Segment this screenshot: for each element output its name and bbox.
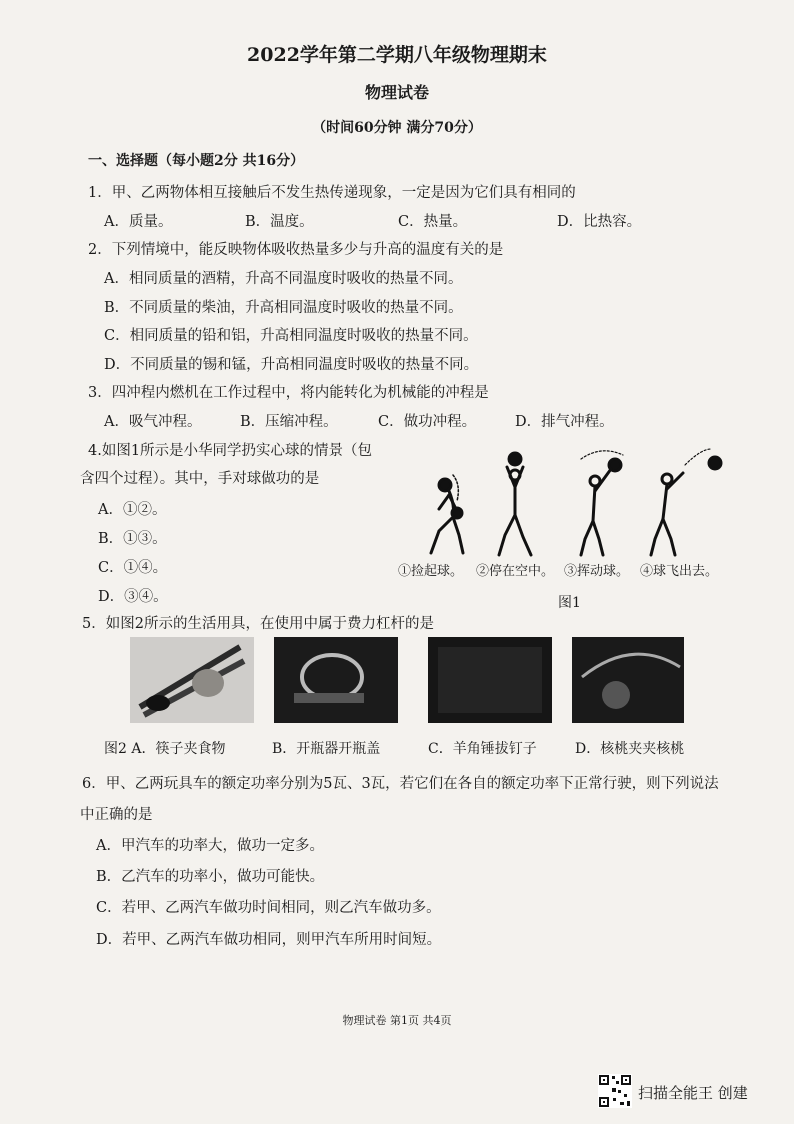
figure-1-label-3: ③挥动球。 [564, 564, 630, 579]
photo-chopsticks [130, 637, 254, 723]
figure-2-caption-d: D．核桃夹夹核桃 [575, 741, 685, 757]
question-2-option-a: A．相同质量的酒精，升高不同温度时吸收的热量不同。 [104, 271, 463, 287]
stick-figure-hold [499, 453, 531, 555]
question-3-option-d: D．排气冲程。 [515, 414, 614, 430]
figure-2-caption-c: C．羊角锤拔钉子 [428, 741, 537, 757]
question-6-stem-line1: 6．甲、乙两玩具车的额定功率分别为5瓦、3瓦，若它们在各自的额定功率下正常行驶，则下列说法 [82, 776, 719, 792]
question-2-option-d: D．不同质量的锡和锰，升高相同温度时吸收的热量不同。 [104, 357, 479, 373]
watermark-text: 扫描全能王 创建 [638, 1084, 748, 1102]
exam-subtitle: 物理试卷 [364, 83, 429, 102]
figure-1-label-2: ②停在空中。 [476, 564, 555, 579]
question-2-option-b: B．不同质量的柴油，升高相同温度时吸收的热量不同。 [104, 300, 463, 316]
figure-1-throwing-illustration [405, 445, 735, 565]
stick-figure-swing [581, 451, 623, 555]
figure-1-label-4: ④球飞出去。 [640, 564, 719, 579]
stick-figure-pickup [431, 475, 463, 553]
figure-2-caption-b: B．开瓶器开瓶盖 [272, 741, 381, 757]
photo-claw-hammer [428, 637, 552, 723]
question-1-option-c: C．热量。 [398, 214, 468, 230]
question-2-stem: 2．下列情境中，能反映物体吸收热量多少与升高的温度有关的是 [88, 242, 504, 258]
question-1-option-b: B．温度。 [245, 214, 314, 230]
question-6-option-a: A．甲汽车的功率大，做功一定多。 [96, 838, 324, 854]
question-2-option-c: C．相同质量的铅和铝，升高相同温度时吸收的热量不同。 [104, 328, 478, 344]
question-1-stem: 1．甲、乙两物体相互接触后不发生热传递现象，一定是因为它们具有相同的 [88, 185, 576, 201]
question-3-option-a: A．吸气冲程。 [104, 414, 202, 430]
question-3-option-b: B．压缩冲程。 [240, 414, 338, 430]
question-6-stem-line2: 中正确的是 [80, 807, 153, 823]
question-3-option-c: C．做功冲程。 [378, 414, 477, 430]
question-5-stem: 5．如图2所示的生活用具，在使用中属于费力杠杆的是 [82, 616, 434, 632]
question-1-option-a: A．质量。 [104, 214, 173, 230]
exam-time-note: （时间60分钟 满分70分） [312, 120, 482, 136]
page-footer: 物理试卷 第1页 共4页 [342, 1014, 452, 1027]
question-6-option-d: D．若甲、乙两汽车做功相同，则甲汽车所用时间短。 [96, 932, 442, 948]
question-6-option-b: B．乙汽车的功率小，做功可能快。 [96, 869, 325, 885]
question-4-option-d: D．③④。 [98, 589, 168, 605]
question-6-option-c: C．若甲、乙两汽车做功时间相同，则乙汽车做功多。 [96, 900, 441, 916]
question-3-stem: 3．四冲程内燃机在工作过程中，将内能转化为机械能的冲程是 [88, 385, 489, 401]
question-4-stem-line1: 4.如图1所示是小华同学扔实心球的情景（包 [88, 443, 373, 459]
photo-bottle-opener [274, 637, 398, 723]
section-heading: 一、选择题（每小题2分 共16分） [88, 153, 305, 169]
figure-1-label-1: ①捡起球。 [398, 564, 464, 579]
figure-1-caption: 图1 [558, 595, 581, 611]
stick-figure-release [651, 449, 721, 555]
photo-nutcracker [572, 637, 684, 723]
qr-code-icon [598, 1074, 632, 1108]
exam-title: 2022学年第二学期八年级物理期末 [247, 44, 547, 66]
question-4-option-b: B．①③。 [98, 531, 167, 547]
figure-2-caption-a: 图2 A．筷子夹食物 [104, 741, 226, 757]
question-4-stem-line2: 含四个过程）。其中，手对球做功的是 [80, 471, 320, 487]
question-1-option-d: D．比热容。 [557, 214, 642, 230]
question-4-option-c: C．①④。 [98, 560, 168, 576]
question-4-option-a: A．①②。 [98, 502, 167, 518]
